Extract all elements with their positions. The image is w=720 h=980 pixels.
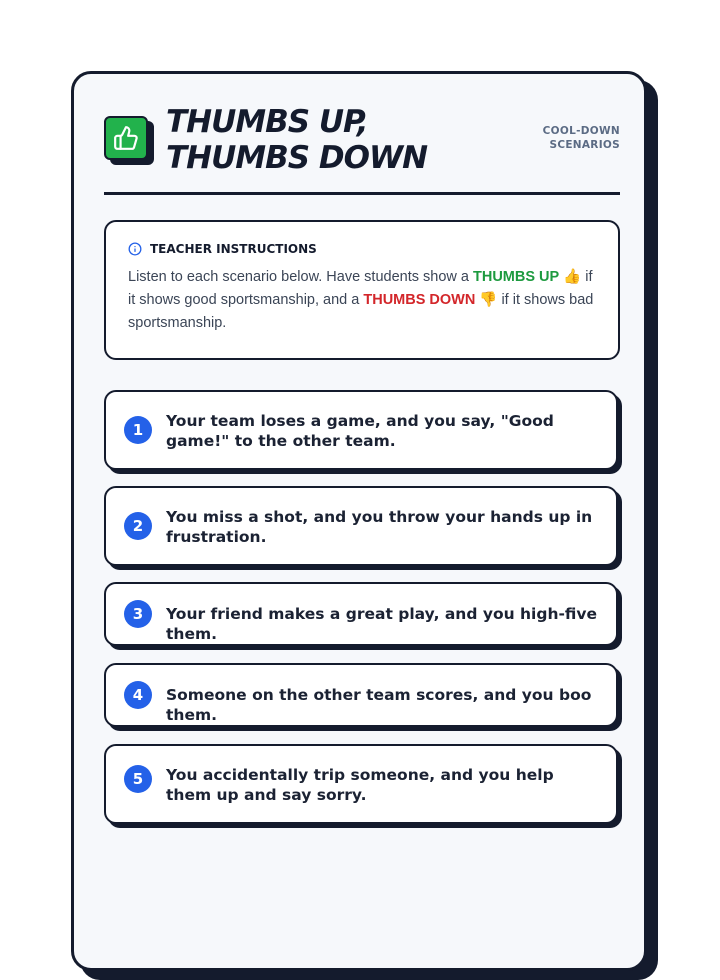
scenario-text: Your friend makes a great play, and you high-five them. (166, 605, 598, 643)
scenario-text: Your team loses a game, and you say, "Good game!" to the other team. (166, 412, 554, 450)
scenario-number: 4 (124, 681, 152, 709)
scenario-card (104, 390, 618, 470)
title-line-2: THUMBS DOWN (166, 140, 428, 176)
scenario-number: 5 (124, 765, 152, 793)
scenario-text: You miss a shot, and you throw your hands up in frustration. (166, 508, 593, 546)
scenario-text: Someone on the other team scores, and you boo them. (166, 686, 592, 724)
category-tag (543, 124, 620, 152)
instructions-text (128, 266, 596, 335)
scenario-card (104, 663, 618, 727)
scenario-text: You accidentally trip someone, and you help them up and say sorry. (166, 766, 554, 804)
header (104, 104, 620, 195)
thumbs-up-logo (104, 116, 148, 160)
info-icon (128, 242, 142, 256)
instructions-part-2: if it shows good sportsmanship, and a (128, 269, 593, 308)
thumbs-down-emoji-icon: 👎 (479, 292, 498, 308)
teacher-instructions-box (104, 220, 620, 360)
tag-line-2: SCENARIOS (549, 139, 620, 151)
scenario-number: 1 (124, 416, 152, 444)
thumbs-down-keyword: THUMBS DOWN (363, 292, 476, 308)
thumbs-up-emoji-icon: 👍 (563, 269, 582, 285)
scenario-card (104, 744, 618, 824)
instructions-heading (128, 242, 596, 256)
title-line-1: THUMBS UP, (166, 104, 368, 140)
thumbs-up-keyword: THUMBS UP (472, 269, 560, 285)
page-title (166, 104, 427, 176)
scenario-number: 3 (124, 600, 152, 628)
instructions-part-3: if it shows bad sportsmanship. (128, 292, 594, 331)
worksheet-card (71, 71, 647, 971)
scenario-number: 2 (124, 512, 152, 540)
thumbs-up-icon (113, 125, 139, 151)
scenario-card (104, 486, 618, 566)
instructions-label: TEACHER INSTRUCTIONS (150, 242, 317, 256)
tag-line-1: COOL-DOWN (542, 125, 620, 137)
instructions-part-1: Listen to each scenario below. Have students show a (128, 269, 473, 285)
scenario-card (104, 582, 618, 646)
